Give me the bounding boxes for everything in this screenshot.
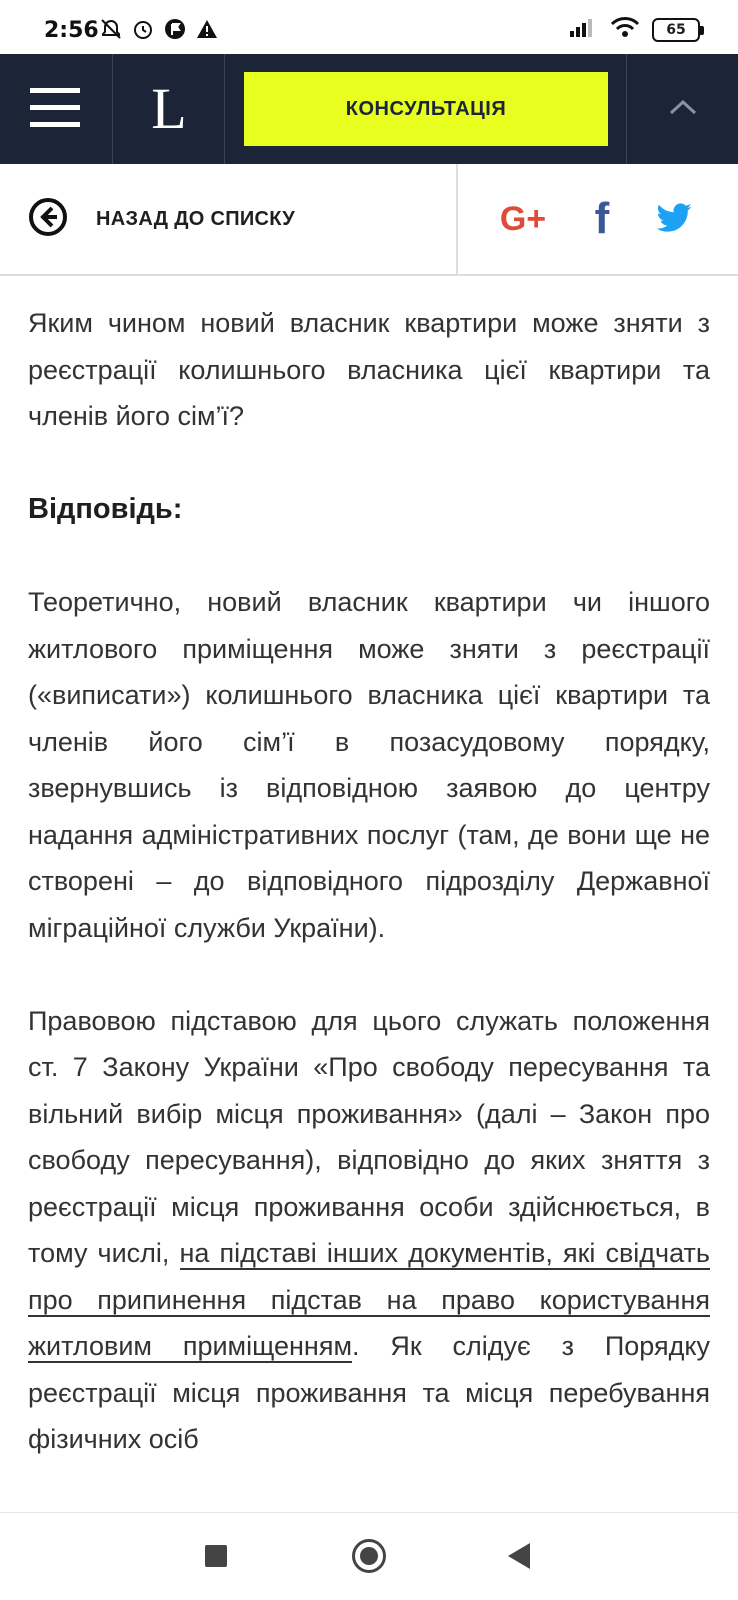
facebook-icon[interactable] [572,164,632,274]
recents-button[interactable] [205,1545,227,1567]
chevron-up-icon [668,98,698,121]
back-arrow-icon [28,197,68,242]
warning-icon [196,18,218,45]
legal-basis-link[interactable]: на підставі інших документів, які свідчать про припинення підстав на право користування житловим приміщенням [28,1238,710,1361]
alarm-icon [132,18,154,45]
facebook-label: f [594,194,610,243]
home-button[interactable] [352,1539,386,1573]
article-toolbar [0,164,738,276]
location-flag-icon [164,18,186,45]
google-plus-icon[interactable] [490,164,556,274]
nav-divider [224,54,225,164]
scroll-up-button[interactable] [628,54,738,164]
system-navigation-bar [0,1512,738,1600]
site-logo[interactable]: L [151,76,187,141]
back-to-list-link[interactable] [28,164,295,274]
wifi-icon [610,16,640,43]
twitter-icon[interactable] [644,164,704,274]
nav-divider [112,54,113,164]
signal-icon [570,17,598,42]
answer-paragraph-1: Теоретично, новий власник квартири чи іншого житлового приміщення може зняти з реєстрації («виписати») колишнього власника цієї квартири та членів його сім’ї в позасудовому порядку, звернувшись із відповідною заявою до центру надання адміністративних послуг (там, де вони ще не створені – до відповідного підрозділу Державної міграційної служби України). [28,587,710,943]
status-bar [0,0,738,54]
google-plus-label: G+ [499,199,547,238]
battery-icon: 65 [652,18,700,42]
mute-bell-icon [100,18,122,45]
toolbar-divider [456,164,458,274]
status-left-icons [100,18,218,45]
status-time: 2:56 [44,18,99,43]
article-body [28,300,710,1509]
nav-divider [626,54,627,164]
paragraph-2-start: Правовою підставою для цього служать положення ст. 7 Закону України «Про свободу пересування та вільний вибір місця проживання» (далі – Закон про свободу пересування), відповідно до яких зняття з реєстрації місця проживання особи здійснюється, в тому числі, [28,1005,710,1268]
menu-icon[interactable] [30,88,80,128]
answer-heading: Відповідь: [28,493,183,525]
consultation-button[interactable]: КОНСУЛЬТАЦІЯ [244,72,608,146]
question-text: Яким чином новий власник квартири може зняти з реєстрації колишнього власника цієї квартири та членів його сім’ї? [28,308,710,431]
answer-paragraph-2 [28,998,710,1463]
paragraph-2-end: . Як слідує з Порядку реєстрації місця проживання та місця перебування фізичних осіб [28,1331,710,1454]
back-button[interactable] [508,1543,530,1569]
back-to-list-label: НАЗАД ДО СПИСКУ [96,207,296,230]
status-right-icons [570,16,700,43]
top-navigation [0,54,738,164]
